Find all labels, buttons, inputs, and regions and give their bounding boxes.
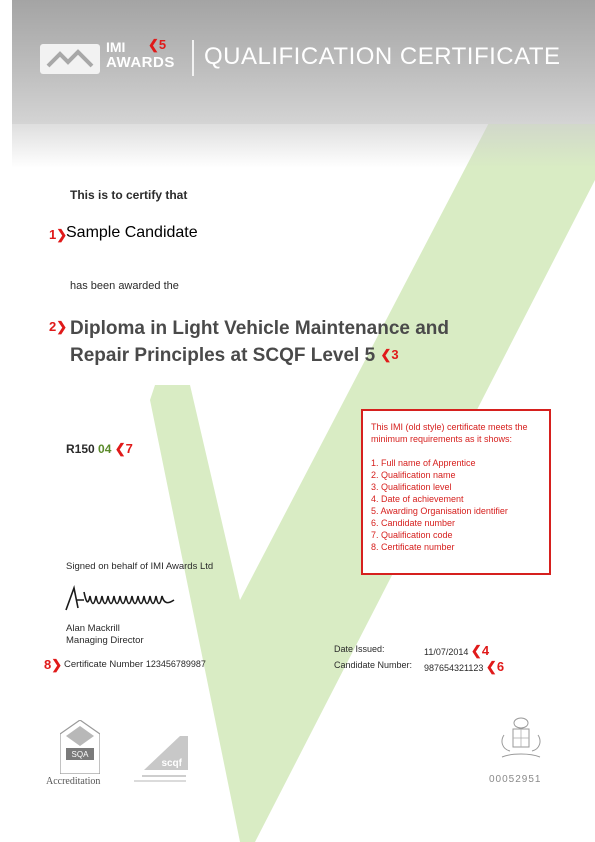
list-item: 6. Candidate number <box>371 518 456 528</box>
requirements-list <box>371 457 541 553</box>
date-issued-value: 11/07/2014 ❮4 <box>424 643 490 658</box>
marker-3: ❮3 <box>380 347 399 362</box>
serial-number: 00052951 <box>489 774 542 785</box>
marker-6: ❮6 <box>485 659 505 674</box>
qualification-line1: Diploma in Light Vehicle Maintenance and <box>70 318 450 339</box>
marker-2: 2❯ <box>49 319 68 334</box>
right-arrow-icon: ❯ <box>51 657 63 672</box>
header-divider <box>192 40 194 76</box>
logo-line2: AWARDS <box>106 54 175 71</box>
signatory-title: Managing Director <box>66 635 144 646</box>
header-fade <box>12 124 595 168</box>
list-item: 2. Qualification name <box>371 470 456 480</box>
certificate-title: QUALIFICATION CERTIFICATE <box>204 43 561 70</box>
scqf-logo-icon <box>132 736 188 786</box>
right-arrow-icon: ❯ <box>56 319 68 334</box>
sqa-accreditation-icon <box>60 720 100 774</box>
list-item: 1. Full name of Apprentice <box>371 458 476 468</box>
logo-line1: IMI <box>106 39 126 55</box>
marker-1: 1❯ <box>49 227 68 242</box>
royal-crest-icon <box>496 715 546 765</box>
sqa-caption: Accreditation <box>46 776 101 787</box>
date-issued-label: Date Issued: <box>334 644 385 654</box>
marker-4: ❮4 <box>470 643 490 658</box>
right-arrow-icon: ❯ <box>56 227 68 242</box>
left-arrow-icon: ❮ <box>148 37 159 52</box>
signatory-name: Alan Mackrill <box>66 623 120 634</box>
certify-intro: This is to certify that <box>70 188 188 202</box>
list-item: 8. Certificate number <box>371 542 455 552</box>
sqa-logo-text: SQA <box>71 750 89 759</box>
qualification-line2: Repair Principles at SCQF Level 5 ❮3 <box>70 345 399 366</box>
scqf-logo-text: scqf <box>161 758 182 769</box>
candidate-number-value: 987654321123 ❮6 <box>424 659 505 674</box>
marker-7: ❮7 <box>114 441 133 456</box>
left-arrow-icon: ❮ <box>485 659 497 674</box>
left-arrow-icon: ❮ <box>470 643 482 658</box>
qualification-name <box>70 316 520 369</box>
certificate-number: Certificate Number 123456789987 <box>64 659 206 670</box>
list-item: 4. Date of achievement <box>371 494 464 504</box>
candidate-number-label: Candidate Number: <box>334 660 413 670</box>
requirements-note <box>361 409 551 575</box>
marker-5: ❮5 <box>148 37 167 52</box>
list-item: 7. Qualification code <box>371 530 453 540</box>
note-intro: This IMI (old style) certificate meets the minimum requirements as it shows: <box>371 422 528 444</box>
list-item: 3. Qualification level <box>371 482 452 492</box>
signature-image <box>62 582 186 616</box>
signatory <box>66 623 144 647</box>
marker-8: 8❯ <box>44 657 63 672</box>
imi-awards-logo <box>106 40 180 70</box>
left-arrow-icon: ❮ <box>380 347 392 362</box>
signed-on-behalf: Signed on behalf of IMI Awards Ltd <box>66 561 214 572</box>
left-arrow-icon: ❮ <box>114 441 126 456</box>
qualification-code: R150 04 ❮7 <box>66 441 133 456</box>
candidate-name: Sample Candidate <box>66 224 198 241</box>
list-item: 5. Awarding Organisation identifier <box>371 506 508 516</box>
awarded-text: has been awarded the <box>70 280 179 292</box>
imi-logo-icon <box>40 44 100 74</box>
